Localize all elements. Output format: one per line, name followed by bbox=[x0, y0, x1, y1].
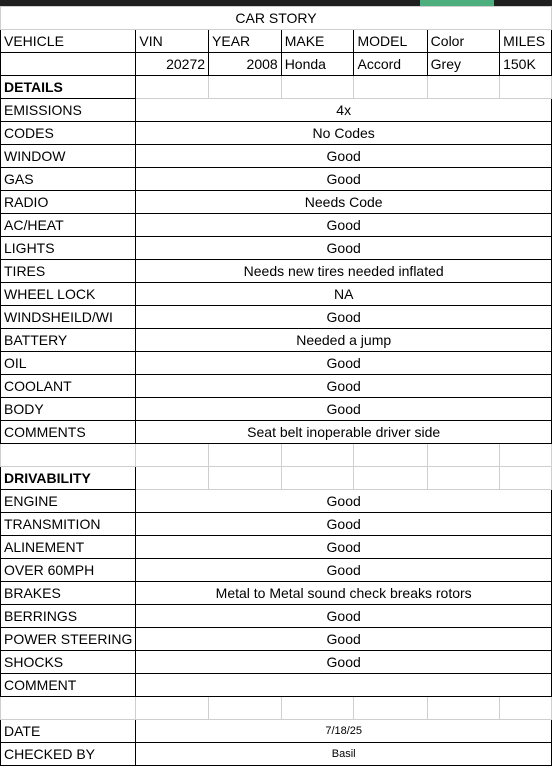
empty-cell[interactable] bbox=[354, 697, 427, 720]
empty-cell[interactable] bbox=[281, 76, 354, 99]
details-value[interactable]: Good bbox=[136, 214, 552, 237]
drivability-value[interactable]: Good bbox=[136, 651, 552, 674]
details-value[interactable]: 4x bbox=[136, 99, 552, 122]
model-header[interactable]: MODEL bbox=[354, 30, 427, 53]
model-value[interactable]: Accord bbox=[354, 53, 427, 76]
drivability-value[interactable]: Good bbox=[136, 559, 552, 582]
details-value[interactable]: Needed a jump bbox=[136, 329, 552, 352]
miles-value[interactable]: 150K bbox=[500, 53, 552, 76]
details-label[interactable]: TIRES bbox=[1, 260, 136, 283]
drivability-section bbox=[1, 490, 552, 697]
details-value[interactable]: Needs Code bbox=[136, 191, 552, 214]
empty-cell[interactable] bbox=[354, 444, 427, 467]
details-value[interactable]: Good bbox=[136, 237, 552, 260]
drivability-row bbox=[1, 674, 552, 697]
details-row bbox=[1, 168, 552, 191]
details-value[interactable]: NA bbox=[136, 283, 552, 306]
car-story-table bbox=[0, 6, 552, 766]
vin-value[interactable]: 20272 bbox=[136, 53, 209, 76]
empty-cell[interactable] bbox=[354, 467, 427, 490]
details-value[interactable]: Good bbox=[136, 145, 552, 168]
drivability-row bbox=[1, 605, 552, 628]
empty-cell[interactable] bbox=[281, 697, 354, 720]
empty-cell[interactable] bbox=[500, 76, 552, 99]
drivability-label[interactable]: ENGINE bbox=[1, 490, 136, 513]
empty-cell[interactable] bbox=[1, 697, 136, 720]
details-label[interactable]: OIL bbox=[1, 352, 136, 375]
details-value[interactable]: Good bbox=[136, 306, 552, 329]
details-row bbox=[1, 237, 552, 260]
details-label[interactable]: BATTERY bbox=[1, 329, 136, 352]
details-label[interactable]: LIGHTS bbox=[1, 237, 136, 260]
drivability-value[interactable]: Good bbox=[136, 628, 552, 651]
drivability-label[interactable]: TRANSMITION bbox=[1, 513, 136, 536]
details-row bbox=[1, 191, 552, 214]
details-label[interactable]: EMISSIONS bbox=[1, 99, 136, 122]
checked-by-value[interactable]: Basil bbox=[136, 743, 552, 766]
details-row bbox=[1, 398, 552, 421]
drivability-value[interactable] bbox=[136, 674, 552, 697]
drivability-value[interactable]: Metal to Metal sound check breaks rotors bbox=[136, 582, 552, 605]
drivability-label[interactable]: SHOCKS bbox=[1, 651, 136, 674]
empty-cell[interactable] bbox=[427, 444, 499, 467]
drivability-row bbox=[1, 536, 552, 559]
details-label[interactable]: BODY bbox=[1, 398, 136, 421]
details-row bbox=[1, 122, 552, 145]
sheet-title[interactable]: CAR STORY bbox=[1, 7, 552, 30]
empty-cell[interactable] bbox=[136, 444, 209, 467]
details-row bbox=[1, 214, 552, 237]
details-section bbox=[1, 99, 552, 444]
drivability-value[interactable]: Good bbox=[136, 605, 552, 628]
details-row bbox=[1, 99, 552, 122]
drivability-row bbox=[1, 651, 552, 674]
empty-cell[interactable] bbox=[209, 697, 282, 720]
date-value[interactable]: 7/18/25 bbox=[136, 720, 552, 743]
details-label[interactable]: WHEEL LOCK bbox=[1, 283, 136, 306]
make-header[interactable]: MAKE bbox=[281, 30, 354, 53]
drivability-label[interactable]: ALINEMENT bbox=[1, 536, 136, 559]
details-value[interactable]: Good bbox=[136, 398, 552, 421]
make-value[interactable]: Honda bbox=[281, 53, 354, 76]
empty-cell[interactable] bbox=[209, 467, 282, 490]
drivability-row bbox=[1, 628, 552, 651]
empty-cell[interactable] bbox=[281, 467, 354, 490]
drivability-row bbox=[1, 559, 552, 582]
details-value[interactable]: Good bbox=[136, 375, 552, 398]
date-label[interactable]: DATE bbox=[1, 720, 136, 743]
vin-header[interactable]: VIN bbox=[136, 30, 209, 53]
details-label[interactable]: RADIO bbox=[1, 191, 136, 214]
empty-cell[interactable] bbox=[209, 76, 282, 99]
details-row bbox=[1, 375, 552, 398]
vehicle-header-row bbox=[1, 30, 552, 53]
empty-cell[interactable] bbox=[281, 444, 354, 467]
miles-header[interactable]: MILES bbox=[500, 30, 552, 53]
drivability-row bbox=[1, 582, 552, 605]
details-value[interactable]: Needs new tires needed inflated bbox=[136, 260, 552, 283]
checked-by-label[interactable]: CHECKED BY bbox=[1, 743, 136, 766]
details-row bbox=[1, 352, 552, 375]
empty-cell[interactable] bbox=[427, 697, 499, 720]
drivability-label[interactable]: COMMENT bbox=[1, 674, 136, 697]
empty-cell[interactable] bbox=[136, 697, 209, 720]
details-heading[interactable]: DETAILS bbox=[1, 76, 136, 99]
vehicle-blank-cell[interactable] bbox=[1, 53, 136, 76]
details-label[interactable]: GAS bbox=[1, 168, 136, 191]
details-row bbox=[1, 283, 552, 306]
details-value[interactable]: Seat belt inoperable driver side bbox=[136, 421, 552, 444]
empty-cell[interactable] bbox=[427, 467, 499, 490]
details-value[interactable]: Good bbox=[136, 352, 552, 375]
empty-cell[interactable] bbox=[500, 467, 552, 490]
details-label[interactable]: COOLANT bbox=[1, 375, 136, 398]
vehicle-values-row bbox=[1, 53, 552, 76]
details-value[interactable]: Good bbox=[136, 168, 552, 191]
drivability-value[interactable]: Good bbox=[136, 536, 552, 559]
details-label[interactable]: WINDOW bbox=[1, 145, 136, 168]
drivability-heading[interactable]: DRIVABILITY bbox=[1, 467, 136, 490]
vehicle-header[interactable]: VEHICLE bbox=[1, 30, 136, 53]
empty-cell[interactable] bbox=[500, 444, 552, 467]
drivability-value[interactable]: Good bbox=[136, 513, 552, 536]
details-row bbox=[1, 260, 552, 283]
drivability-label[interactable]: OVER 60MPH bbox=[1, 559, 136, 582]
drivability-row bbox=[1, 490, 552, 513]
drivability-label[interactable]: POWER STEERING bbox=[1, 628, 136, 651]
details-row bbox=[1, 145, 552, 168]
empty-cell[interactable] bbox=[1, 444, 136, 467]
empty-cell[interactable] bbox=[500, 697, 552, 720]
drivability-label[interactable]: BRAKES bbox=[1, 582, 136, 605]
empty-cell[interactable] bbox=[427, 76, 499, 99]
details-row bbox=[1, 421, 552, 444]
drivability-row bbox=[1, 513, 552, 536]
details-label[interactable]: CODES bbox=[1, 122, 136, 145]
details-label[interactable]: COMMENTS bbox=[1, 421, 136, 444]
empty-cell[interactable] bbox=[136, 76, 209, 99]
details-row bbox=[1, 306, 552, 329]
color-value[interactable]: Grey bbox=[427, 53, 499, 76]
empty-cell[interactable] bbox=[136, 467, 209, 490]
date-row bbox=[1, 720, 552, 743]
details-row bbox=[1, 329, 552, 352]
details-label[interactable]: WINDSHEILD/WI bbox=[1, 306, 136, 329]
empty-cell[interactable] bbox=[209, 444, 282, 467]
color-header[interactable]: Color bbox=[427, 30, 499, 53]
year-header[interactable]: YEAR bbox=[209, 30, 282, 53]
year-value[interactable]: 2008 bbox=[209, 53, 282, 76]
details-value[interactable]: No Codes bbox=[136, 122, 552, 145]
drivability-value[interactable]: Good bbox=[136, 490, 552, 513]
checked-by-row bbox=[1, 743, 552, 766]
empty-cell[interactable] bbox=[354, 76, 427, 99]
drivability-label[interactable]: BERRINGS bbox=[1, 605, 136, 628]
details-label[interactable]: AC/HEAT bbox=[1, 214, 136, 237]
